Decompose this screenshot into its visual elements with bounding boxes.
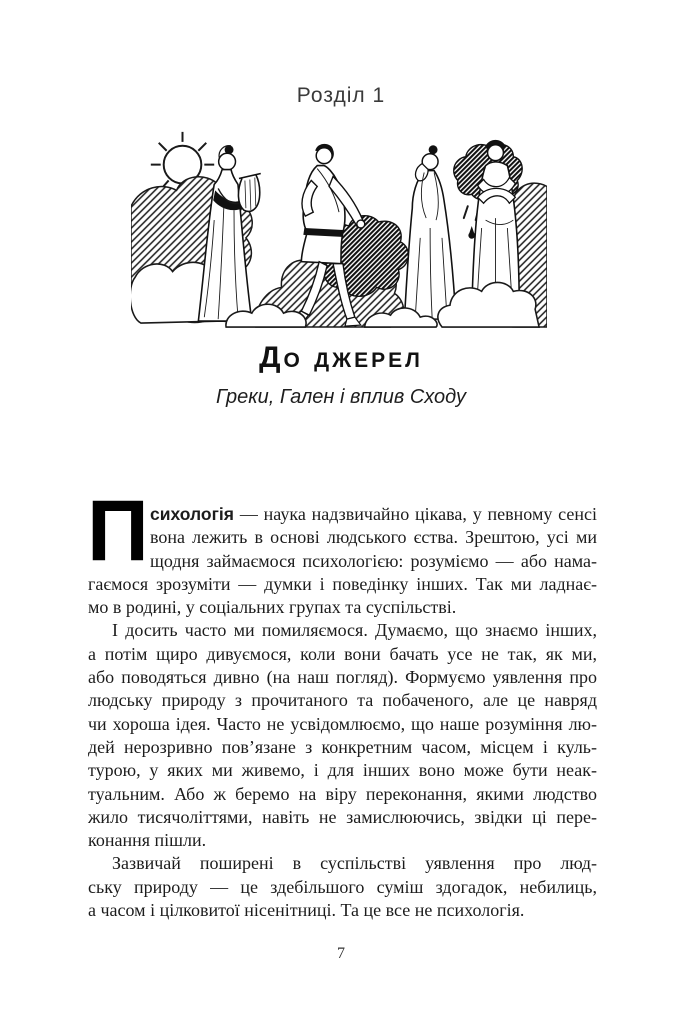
- text-line: конання пішли.: [88, 830, 207, 851]
- text-line: І досить часто ми помиляємося. Думаємо, що знаємо інших,: [112, 620, 597, 641]
- text-line: людську природу з прочитаного та побаченого, але це навряд: [88, 690, 597, 711]
- chapter-illustration: [131, 128, 547, 328]
- text-line: або поводяться дивно (на наш погляд). Формуємо уявлення про: [88, 667, 597, 688]
- paragraph-2: [88, 619, 597, 852]
- text-line: туальним. Або ж беремо на віру переконання, якими людство: [88, 783, 597, 804]
- chapter-subtitle: Греки, Гален і вплив Сходу: [215, 386, 467, 408]
- text-line: а потім щиро дивуємося, коли вони бачать усе не так, як ми,: [88, 643, 597, 664]
- paragraph-3: [88, 852, 597, 922]
- text-line: гаємося зрозуміти — думки і поведінку інших. Так ми ладнає-: [88, 573, 597, 594]
- chapter-title: До джерел: [259, 341, 423, 374]
- lead-bold-word: сихологія: [150, 504, 234, 524]
- text-line: мо в родині, у соціальних групах та суспільстві.: [88, 597, 457, 618]
- text-line-rest: — наука надзвичайно цікава, у певному сенсі: [233, 504, 597, 524]
- text-line: вона лежить в основі людського єства. Зрештою, усі ми: [150, 527, 597, 548]
- text-line: дей нерозривно пов’язане з конкретним часом, місцем і куль-: [88, 736, 597, 757]
- text-line: щодня займаємося психологією: розуміємо — або нама-: [150, 550, 597, 571]
- weeping-woman-figure: [404, 145, 456, 319]
- text-line: чи хороша ідея. Часто не усвідомлюємо, що наше розуміння лю-: [88, 713, 597, 734]
- chapter-label: Розділ 1: [296, 84, 386, 107]
- body-text: [88, 503, 597, 922]
- text-line: жило тисячоліттями, навіть не замислюючись, звідки ці пере-: [88, 806, 597, 827]
- paragraph-1: [88, 503, 597, 619]
- text-line: [150, 503, 597, 526]
- text-line: турою, у яких ми живемо, і для інших воно може бути неак-: [88, 760, 597, 781]
- muse-with-lyre-figure: [198, 145, 260, 321]
- page-number: 7: [337, 945, 345, 962]
- text-line: ську природу — це здебільшого суміш здогадок, небилиць,: [88, 876, 597, 897]
- text-line: а часом і цілковитої нісенітниці. Та це все не психологія.: [88, 900, 525, 921]
- text-line: Зазвичай поширені в суспільстві уявлення про люд-: [112, 853, 597, 874]
- drop-cap-letter: П: [87, 483, 149, 579]
- greek-figures-engraving: [131, 128, 547, 328]
